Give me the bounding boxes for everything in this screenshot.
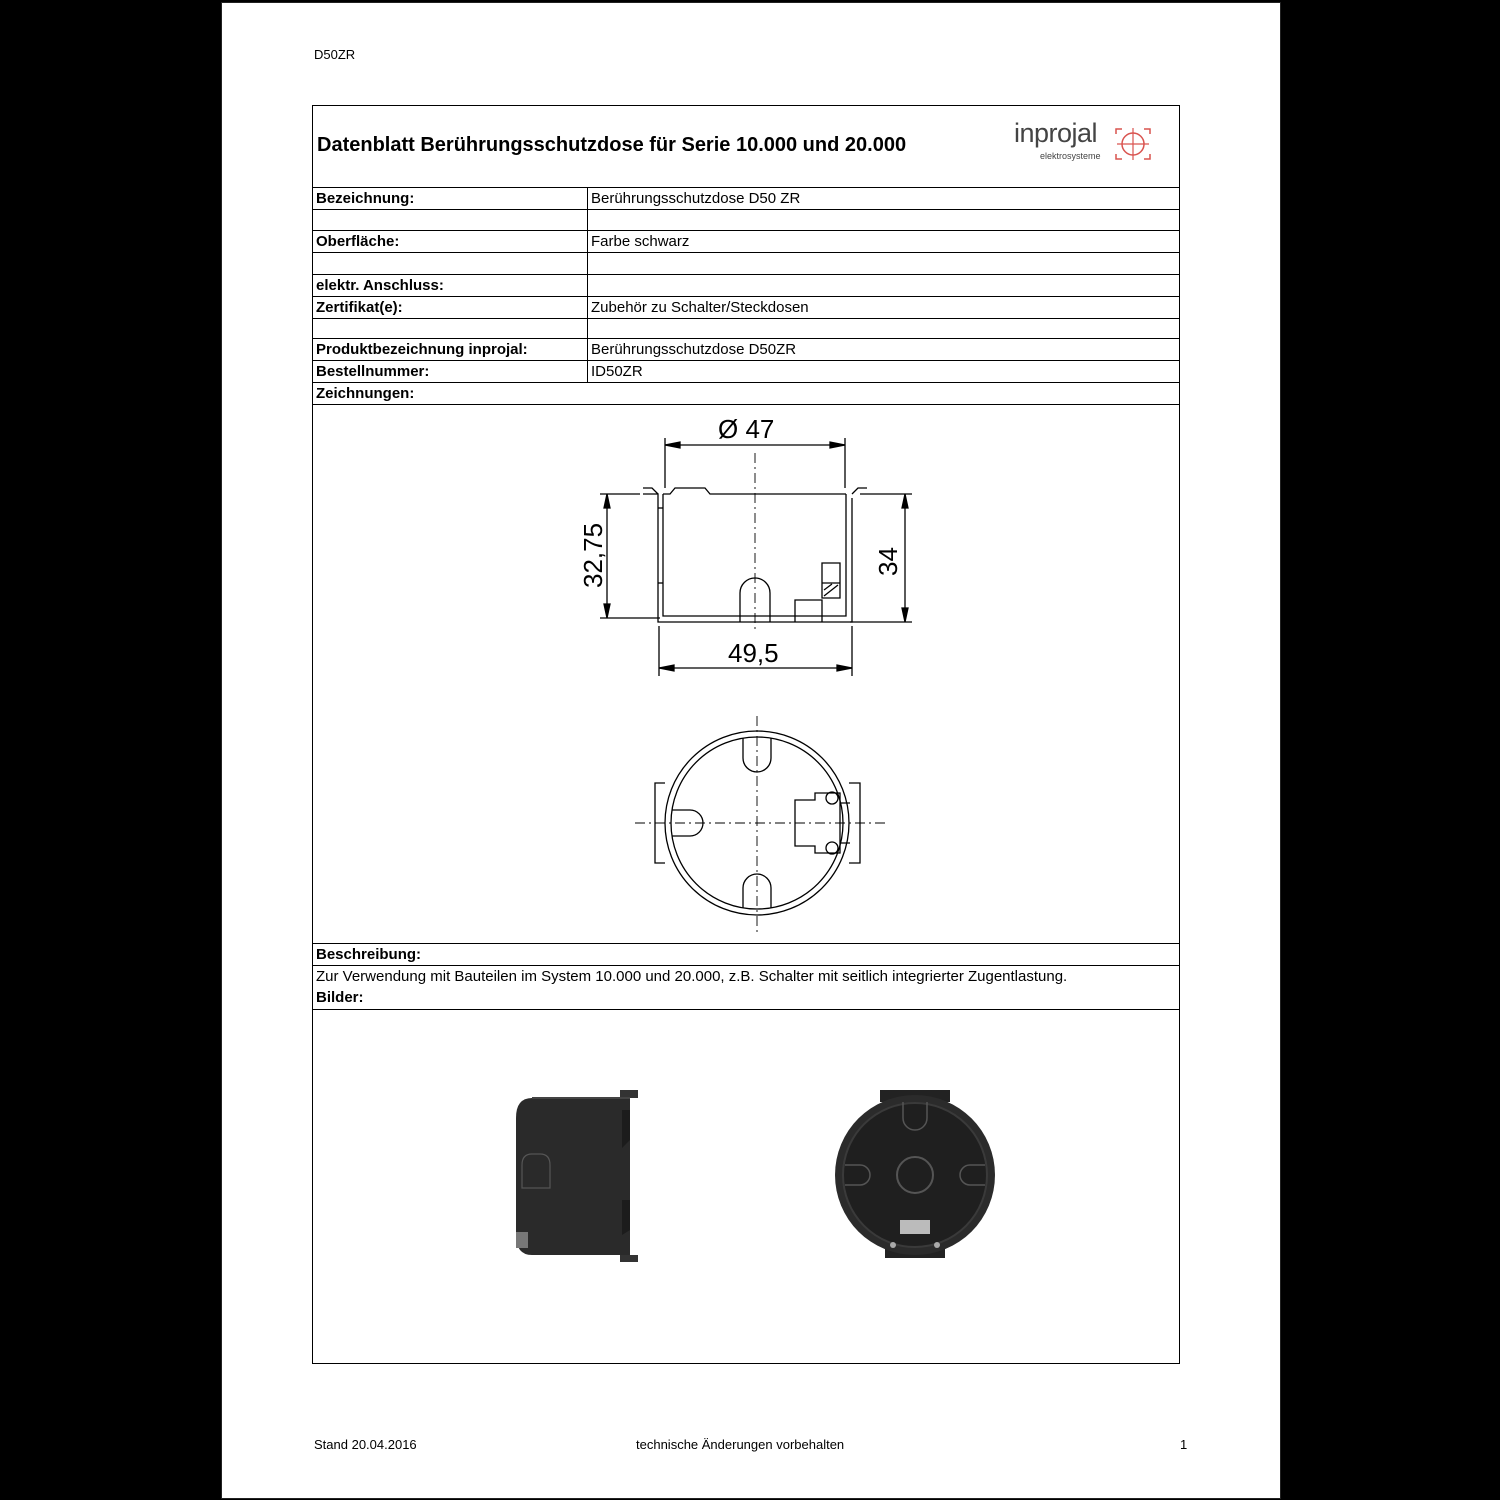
label-zeichnungen: Zeichnungen: bbox=[316, 385, 415, 402]
dim-left: 32,75 bbox=[578, 522, 608, 588]
value-zertifikat: Zubehör zu Schalter/Steckdosen bbox=[591, 299, 809, 316]
label-bilder: Bilder: bbox=[316, 989, 364, 1006]
label-oberflaeche: Oberfläche: bbox=[316, 233, 400, 250]
row-produkt bbox=[313, 339, 1180, 361]
footer-page-number: 1 bbox=[1180, 1437, 1188, 1452]
crosshair-logo-icon bbox=[1114, 126, 1152, 162]
dim-right: 34 bbox=[873, 547, 903, 576]
row-beschreibung-text bbox=[313, 966, 1180, 1010]
row-bestell bbox=[313, 361, 1180, 383]
footer-note: technische Änderungen vorbehalten bbox=[636, 1437, 845, 1452]
row-beschreibung bbox=[313, 943, 1180, 966]
row-empty-1 bbox=[313, 210, 1180, 231]
row-empty-2 bbox=[313, 253, 1180, 275]
dim-top: Ø 47 bbox=[718, 414, 775, 444]
row-bezeichnung bbox=[313, 188, 1180, 210]
doc-code: D50ZR bbox=[314, 47, 356, 62]
row-zertifikat bbox=[313, 297, 1180, 319]
label-beschreibung: Beschreibung: bbox=[316, 946, 422, 963]
label-bestell: Bestellnummer: bbox=[316, 363, 430, 380]
value-produkt: Berührungsschutzdose D50ZR bbox=[591, 341, 797, 358]
page-title: Datenblatt Berührungsschutzdose für Serie 10.000 und 20.000 bbox=[317, 134, 907, 156]
technical-drawing bbox=[540, 408, 960, 938]
label-zertifikat: Zertifikat(e): bbox=[316, 299, 403, 316]
row-empty-3 bbox=[313, 319, 1180, 339]
footer-stand: Stand 20.04.2016 bbox=[314, 1437, 417, 1452]
dim-bottom: 49,5 bbox=[728, 638, 779, 668]
product-photo-top bbox=[815, 1080, 1015, 1280]
column-divider bbox=[587, 188, 588, 383]
row-oberflaeche bbox=[313, 231, 1180, 253]
logo-brand: inprojal bbox=[1014, 118, 1098, 148]
label-anschluss: elektr. Anschluss: bbox=[316, 277, 444, 294]
product-photo-side bbox=[470, 1070, 690, 1280]
value-beschreibung: Zur Verwendung mit Bauteilen im System 10.000 und 20.000, z.B. Schalter mit seitlich integrierter Zugentlastung. bbox=[316, 968, 1068, 985]
value-oberflaeche: Farbe schwarz bbox=[591, 233, 690, 250]
row-zeichnungen bbox=[313, 383, 1180, 405]
company-logo bbox=[1010, 118, 1160, 168]
value-bezeichnung: Berührungsschutzdose D50 ZR bbox=[591, 190, 801, 207]
logo-subtitle: elektrosysteme bbox=[1040, 151, 1101, 161]
row-anschluss bbox=[313, 275, 1180, 297]
value-bestell: ID50ZR bbox=[591, 363, 643, 380]
label-produkt: Produktbezeichnung inprojal: bbox=[316, 341, 528, 358]
label-bezeichnung: Bezeichnung: bbox=[316, 190, 415, 207]
